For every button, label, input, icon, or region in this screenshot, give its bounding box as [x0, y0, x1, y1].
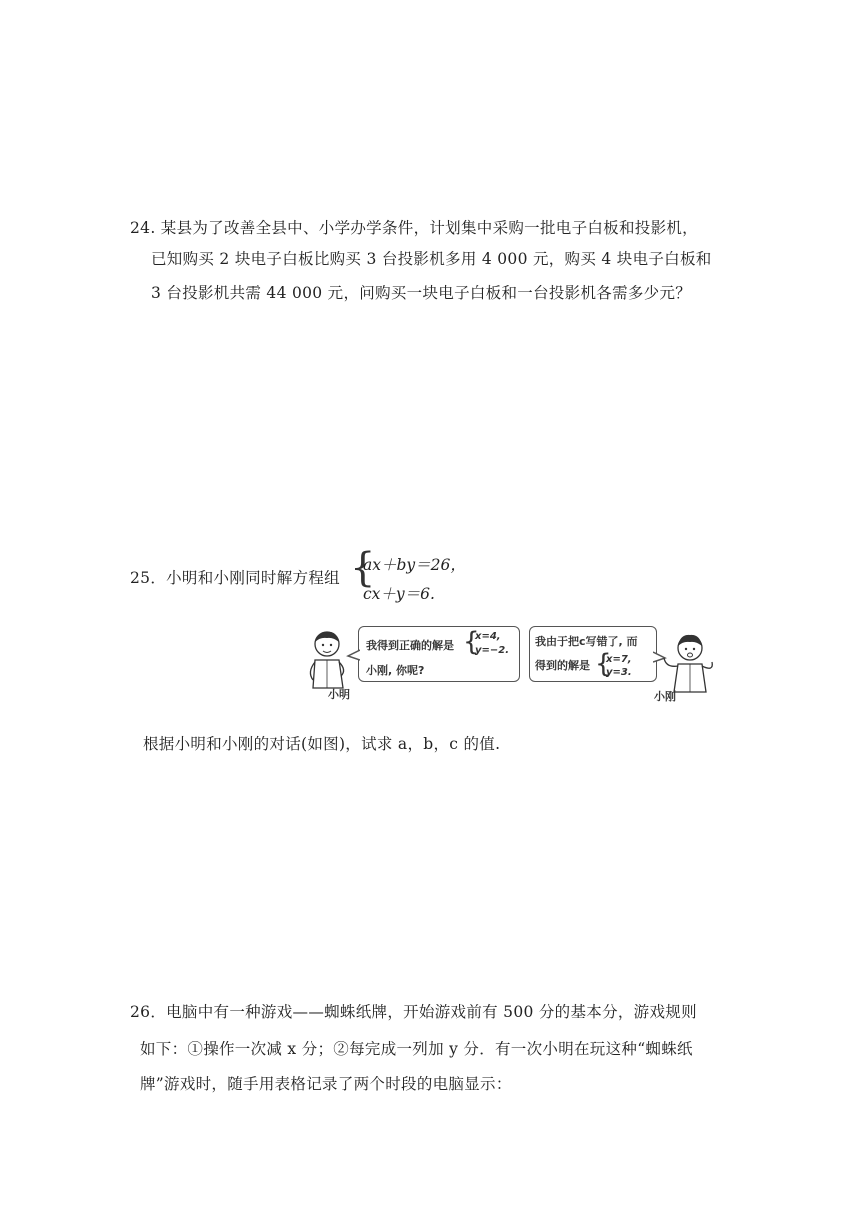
q24-line-1: 24. 某县为了改善全县中、小学办学条件，计划集中采购一批电子白板和投影机， [130, 219, 698, 237]
xiaogang-label: 小刚 [654, 690, 676, 703]
xiaogang-solution-y: y=3. [606, 667, 632, 678]
xiaogang-bubble-line-2: 得到的解是 [535, 659, 590, 672]
xiaogang-bubble-line-1: 我由于把c写错了, 而 [535, 635, 638, 648]
q24-line-3: 3 台投影机共需 44 000 元，问购买一块电子白板和一台投影机各需多少元？ [151, 284, 692, 302]
xiaogang-solution-brace: { [595, 649, 612, 679]
xiaoming-bubble-line-1: 我得到正确的解是 [366, 639, 454, 652]
xiaoming-solution-brace: { [463, 627, 480, 657]
q26-line-1: 26．电脑中有一种游戏——蜘蛛纸牌，开始游戏前有 500 分的基本分，游戏规则 [130, 1003, 697, 1021]
xiaoming-bubble-line-2: 小刚, 你呢? [366, 664, 425, 677]
equation-2: cx＋y＝6. [363, 585, 435, 603]
equation-brace: { [350, 545, 376, 591]
q26-line-3: 牌”游戏时，随手用表格记录了两个时段的电脑显示： [140, 1075, 512, 1093]
q25-intro: 25．小明和小刚同时解方程组 [130, 569, 340, 587]
q25-question: 根据小明和小刚的对话(如图)，试求 a，b，c 的值. [143, 735, 501, 753]
xiaogang-solution-x: x=7, [606, 654, 632, 665]
xiaogang-speech-bubble [529, 626, 657, 682]
xiaoming-label: 小明 [328, 688, 350, 701]
xiaoming-solution-x: x=4, [475, 631, 501, 642]
xiaoming-speech-bubble [358, 626, 520, 682]
xiaoming-bubble-tail [346, 648, 360, 662]
xiaoming-solution-y: y=−2. [475, 645, 510, 656]
q24-line-2: 已知购买 2 块电子白板比购买 3 台投影机多用 4 000 元，购买 4 块电子白板和 [151, 250, 712, 268]
equation-1: ax＋by＝26， [363, 556, 466, 574]
q26-line-2: 如下：①操作一次减 x 分；②每完成一列加 y 分．有一次小明在玩这种“蜘蛛纸 [140, 1040, 693, 1058]
